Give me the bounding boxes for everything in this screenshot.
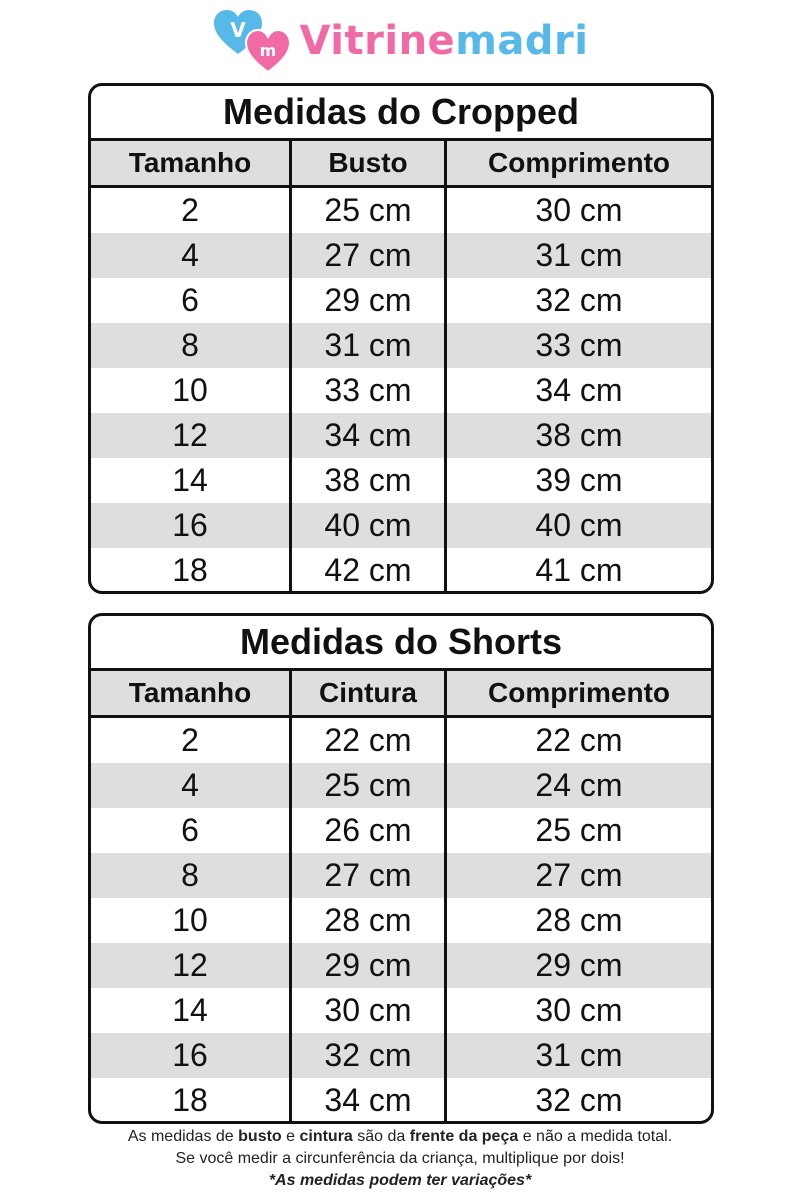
size-cell: 10: [91, 368, 292, 413]
shorts-table-title: Medidas do Shorts: [91, 616, 711, 671]
waist-cell: 26 cm: [292, 808, 447, 853]
table-row: [91, 898, 711, 943]
bust-cell: 27 cm: [292, 233, 447, 278]
length-cell: 22 cm: [535, 722, 623, 758]
header-tamanho: Tamanho: [91, 671, 292, 715]
hearts-icon: [212, 8, 296, 74]
table-row: [91, 278, 711, 323]
footnote-text: são da: [352, 1128, 410, 1145]
footnote-text: As medidas de: [127, 1128, 239, 1145]
shorts-table-header: [91, 671, 711, 718]
shorts-size-table: [88, 613, 714, 1124]
table-row: [91, 1033, 711, 1078]
length-cell: 24 cm: [535, 767, 623, 803]
footnote-line-1: [0, 1126, 800, 1148]
footnote-bold-frente: frente da peça: [409, 1128, 519, 1145]
table-row: [91, 718, 711, 763]
size-cell: 2: [91, 188, 292, 233]
bust-cell: 25 cm: [292, 188, 447, 233]
footnote-line-3: *As medidas podem ter variações*: [268, 1172, 532, 1189]
length-cell: 32 cm: [535, 1082, 623, 1118]
size-cell: 8: [91, 853, 292, 898]
header-busto: Busto: [292, 141, 447, 185]
brand-name-part1: Vitrine: [299, 18, 456, 64]
length-cell: 25 cm: [535, 812, 623, 848]
size-cell: 10: [91, 898, 292, 943]
length-cell: 27 cm: [535, 857, 623, 893]
table-row: [91, 413, 711, 458]
size-cell: 16: [91, 503, 292, 548]
table-row: [91, 988, 711, 1033]
footnote-bold-cintura: cintura: [299, 1128, 353, 1145]
table-row: [91, 853, 711, 898]
table-row: [91, 548, 711, 593]
length-cell: 31 cm: [535, 1037, 623, 1073]
table-row: [91, 763, 711, 808]
table-row: [91, 323, 711, 368]
size-cell: 6: [91, 808, 292, 853]
footnote-line-2: Se você medir a circunferência da criança, multiplique por dois!: [175, 1150, 625, 1167]
table-row: [91, 1078, 711, 1123]
logo-mark-small: V: [229, 18, 246, 42]
table-row: [91, 233, 711, 278]
size-cell: 4: [91, 763, 292, 808]
table-row: [91, 808, 711, 853]
size-cell: 2: [91, 718, 292, 763]
length-cell: 34 cm: [535, 372, 623, 408]
size-cell: 8: [91, 323, 292, 368]
cropped-size-table: [88, 83, 714, 594]
length-cell: 40 cm: [535, 507, 623, 543]
length-cell: 33 cm: [535, 327, 623, 363]
header-tamanho: Tamanho: [91, 141, 292, 185]
table-row: [91, 188, 711, 233]
waist-cell: 27 cm: [292, 853, 447, 898]
size-cell: 4: [91, 233, 292, 278]
length-cell: 30 cm: [535, 992, 623, 1028]
brand-logo: [0, 6, 800, 76]
bust-cell: 29 cm: [292, 278, 447, 323]
cropped-table-title: Medidas do Cropped: [91, 86, 711, 141]
length-cell: 38 cm: [535, 417, 623, 453]
length-cell: 30 cm: [535, 192, 623, 228]
waist-cell: 34 cm: [292, 1078, 447, 1123]
length-cell: 41 cm: [535, 552, 623, 588]
table-row: [91, 503, 711, 548]
bust-cell: 40 cm: [292, 503, 447, 548]
size-cell: 12: [91, 413, 292, 458]
length-cell: 32 cm: [535, 282, 623, 318]
table-row: [91, 368, 711, 413]
bust-cell: 31 cm: [292, 323, 447, 368]
size-cell: 18: [91, 1078, 292, 1123]
waist-cell: 30 cm: [292, 988, 447, 1033]
waist-cell: 29 cm: [292, 943, 447, 988]
measurement-footnote: [0, 1126, 800, 1192]
header-comprimento: Comprimento: [488, 677, 670, 708]
header-cintura: Cintura: [292, 671, 447, 715]
size-cell: 6: [91, 278, 292, 323]
pink-heart-icon: [244, 28, 292, 74]
size-cell: 18: [91, 548, 292, 593]
footnote-text: e: [281, 1128, 300, 1145]
footnote-text: e não a medida total.: [518, 1128, 673, 1145]
size-cell: 16: [91, 1033, 292, 1078]
length-cell: 28 cm: [535, 902, 623, 938]
footnote-bold-busto: busto: [238, 1128, 282, 1145]
bust-cell: 42 cm: [292, 548, 447, 593]
waist-cell: 22 cm: [292, 718, 447, 763]
size-cell: 14: [91, 458, 292, 503]
bust-cell: 38 cm: [292, 458, 447, 503]
brand-name: [300, 18, 589, 64]
bust-cell: 33 cm: [292, 368, 447, 413]
waist-cell: 25 cm: [292, 763, 447, 808]
logo-mark-big: m: [259, 41, 276, 60]
header-comprimento: Comprimento: [488, 147, 670, 178]
cropped-table-header: [91, 141, 711, 188]
size-cell: 14: [91, 988, 292, 1033]
table-row: [91, 943, 711, 988]
length-cell: 29 cm: [535, 947, 623, 983]
length-cell: 39 cm: [535, 462, 623, 498]
waist-cell: 32 cm: [292, 1033, 447, 1078]
brand-name-part2: madri: [455, 18, 589, 64]
waist-cell: 28 cm: [292, 898, 447, 943]
length-cell: 31 cm: [535, 237, 623, 273]
table-row: [91, 458, 711, 503]
bust-cell: 34 cm: [292, 413, 447, 458]
size-cell: 12: [91, 943, 292, 988]
